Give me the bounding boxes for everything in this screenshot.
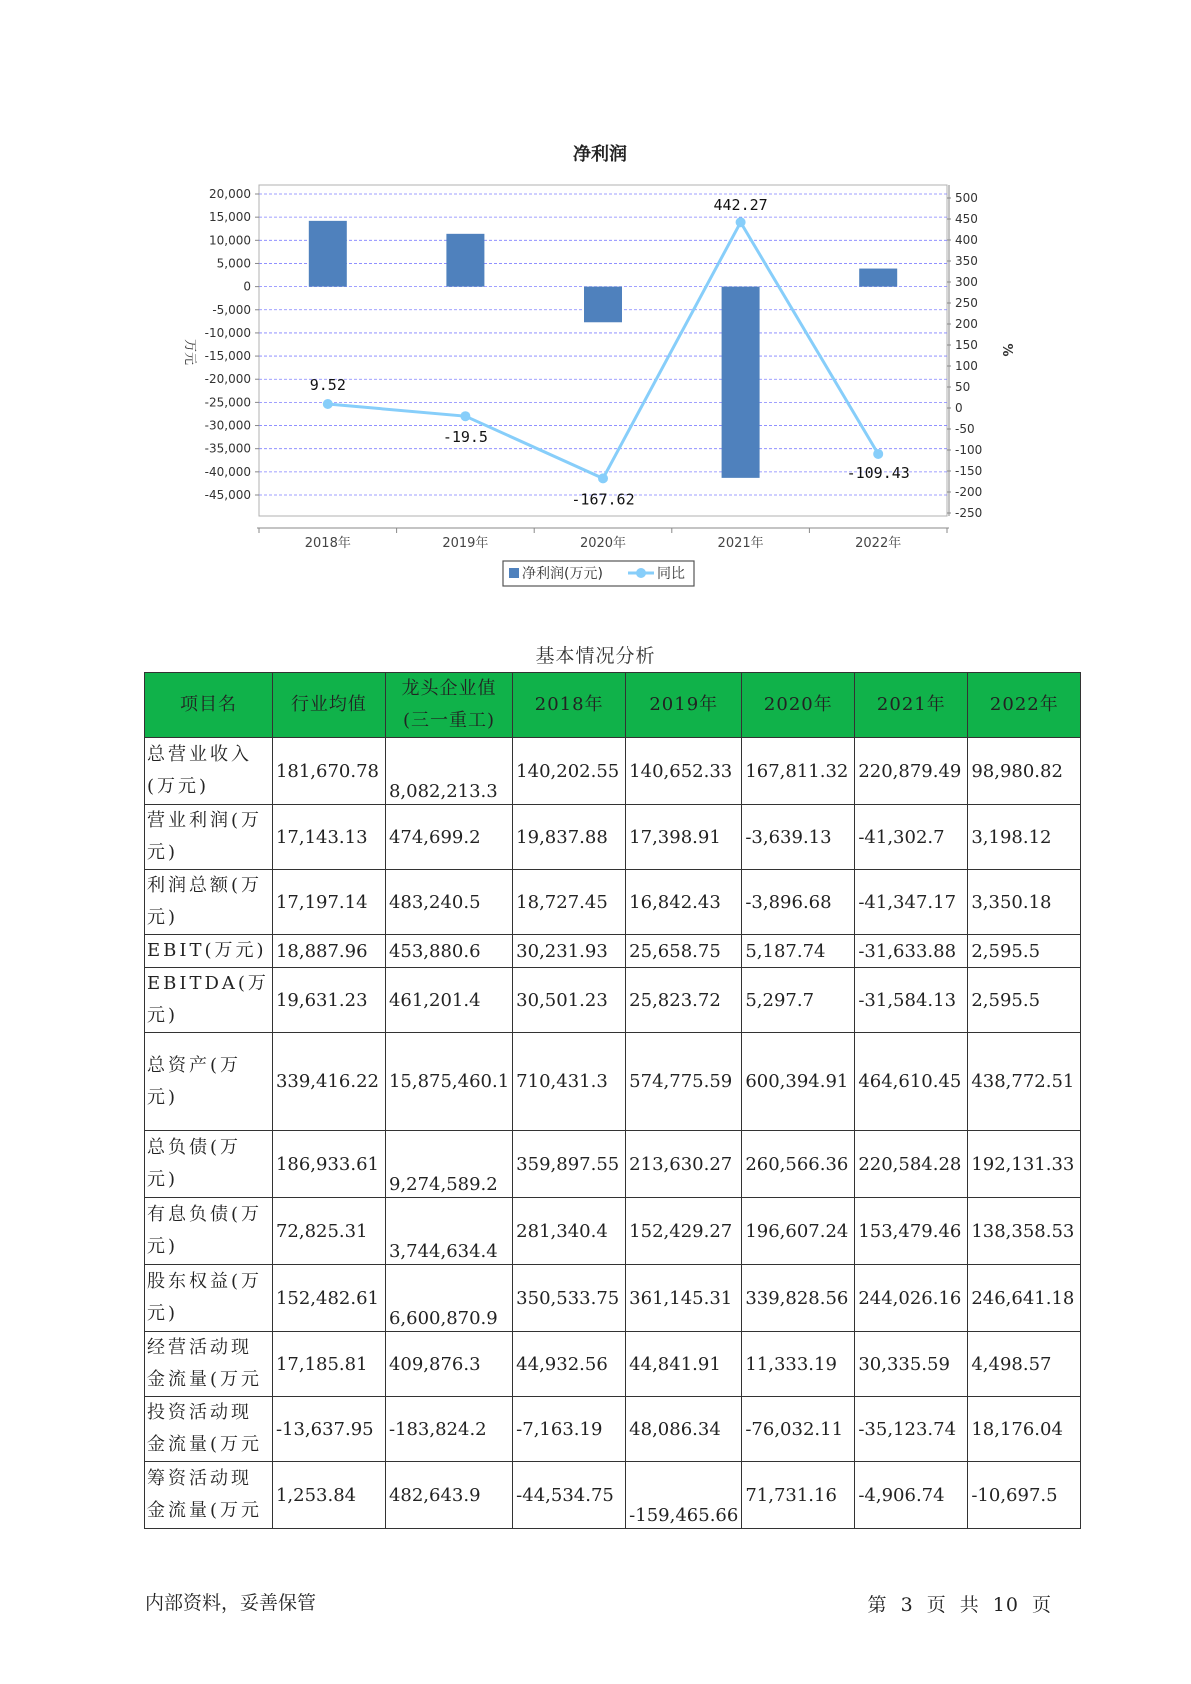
table-cell: -31,584.13 [855, 968, 968, 1033]
net-profit-bar [859, 269, 897, 287]
table-cell: 196,607.24 [742, 1198, 855, 1265]
table-cell: -183,824.2 [385, 1397, 512, 1462]
row-label: 总负债(万元) [145, 1131, 273, 1198]
right-tick-label: 400 [955, 233, 978, 247]
table-cell: 3,198.12 [968, 805, 1081, 870]
row-label: 投资活动现金流量(万元 [145, 1397, 273, 1462]
left-tick-label: -45,000 [204, 488, 251, 502]
table-cell: -41,347.17 [855, 870, 968, 935]
table-cell: 359,897.55 [513, 1131, 626, 1198]
table-row [145, 738, 1081, 805]
table-cell: 4,498.57 [968, 1332, 1081, 1397]
left-tick-label: 5,000 [216, 256, 251, 271]
table-cell: 71,731.16 [742, 1462, 855, 1529]
plot-frame [259, 185, 947, 516]
table-cell: 710,431.3 [513, 1033, 626, 1131]
left-tick-label: -5,000 [212, 302, 251, 317]
table-cell: 6,600,870.9 [385, 1265, 512, 1332]
table-cell: -159,465.66 [626, 1462, 742, 1529]
left-tick-label: 20,000 [209, 187, 251, 201]
row-label: 总营业收入(万元) [145, 738, 273, 805]
row-label: EBIT(万元) [145, 935, 273, 968]
col-header: 2019年 [626, 673, 742, 738]
col-header: 项目名 [145, 673, 273, 738]
yoy-data-label: -167.62 [571, 490, 635, 509]
table-cell: 17,185.81 [272, 1332, 385, 1397]
yoy-data-label: -109.43 [846, 463, 910, 482]
table-cell: -41,302.7 [855, 805, 968, 870]
col-header: 行业均值 [272, 673, 385, 738]
x-tick-label: 2019年 [442, 536, 489, 551]
yoy-data-label: 9.52 [309, 376, 346, 395]
table-cell: 48,086.34 [626, 1397, 742, 1462]
col-header: 2022年 [968, 673, 1081, 738]
right-tick-label: 0 [955, 401, 963, 415]
table-cell: 482,643.9 [385, 1462, 512, 1529]
table-cell: 153,479.46 [855, 1198, 968, 1265]
x-tick-label: 2022年 [855, 536, 902, 551]
table-row [145, 935, 1081, 968]
right-tick-label: 100 [955, 359, 978, 373]
right-tick-label: -200 [955, 485, 983, 499]
table-cell: 350,533.75 [513, 1265, 626, 1332]
table-cell: 186,933.61 [272, 1131, 385, 1198]
table-cell: 260,566.36 [742, 1131, 855, 1198]
table-cell: -76,032.11 [742, 1397, 855, 1462]
table-cell: 18,727.45 [513, 870, 626, 935]
left-tick-label: -40,000 [204, 464, 251, 479]
table-cell: 181,670.78 [272, 738, 385, 805]
row-label: 筹资活动现金流量(万元 [145, 1462, 273, 1529]
row-label: 股东权益(万元) [145, 1265, 273, 1332]
x-tick-label: 2021年 [717, 536, 764, 551]
table-cell: 19,631.23 [272, 968, 385, 1033]
net-profit-bar [446, 234, 484, 287]
table-cell: 17,197.14 [272, 870, 385, 935]
table-cell: 409,876.3 [385, 1332, 512, 1397]
table-cell: 25,823.72 [626, 968, 742, 1033]
table-row [145, 870, 1081, 935]
table-cell: -3,896.68 [742, 870, 855, 935]
right-tick-label: 200 [955, 317, 978, 331]
right-tick-label: -50 [955, 422, 975, 436]
table-cell: -3,639.13 [742, 805, 855, 870]
table-cell: -13,637.95 [272, 1397, 385, 1462]
table-cell: 220,584.28 [855, 1131, 968, 1198]
table-cell: 281,340.4 [513, 1198, 626, 1265]
table-cell: -44,534.75 [513, 1462, 626, 1529]
table-cell: 16,842.43 [626, 870, 742, 935]
chart-title: 净利润 [573, 144, 627, 165]
yoy-line [328, 222, 878, 478]
right-tick-label: 450 [955, 212, 978, 226]
table-cell: 30,335.59 [855, 1332, 968, 1397]
table-cell: 152,429.27 [626, 1198, 742, 1265]
row-label: 经营活动现金流量(万元 [145, 1332, 273, 1397]
net-profit-bar [722, 287, 760, 478]
footer-confidential-note: 内部资料，妥善保管 [145, 1592, 317, 1614]
table-cell: 192,131.33 [968, 1131, 1081, 1198]
table-row [145, 1397, 1081, 1462]
row-label: 营业利润(万元) [145, 805, 273, 870]
table-cell: 152,482.61 [272, 1265, 385, 1332]
legend-line-marker [636, 568, 646, 578]
table-cell: 17,398.91 [626, 805, 742, 870]
table-cell: 5,187.74 [742, 935, 855, 968]
table-cell: 474,699.2 [385, 805, 512, 870]
table-cell: 339,416.22 [272, 1033, 385, 1131]
table-cell: 30,231.93 [513, 935, 626, 968]
left-tick-label: 0 [243, 279, 251, 294]
right-tick-label: -150 [955, 464, 983, 478]
row-label: 总资产(万元) [145, 1033, 273, 1131]
col-header: 龙头企业值(三一重工) [385, 673, 512, 738]
table-cell: 44,841.91 [626, 1332, 742, 1397]
right-tick-label: 300 [955, 275, 978, 289]
table-cell: 461,201.4 [385, 968, 512, 1033]
table-cell: 140,652.33 [626, 738, 742, 805]
left-tick-label: -35,000 [204, 441, 251, 456]
net-profit-chart [0, 0, 1191, 600]
table-row [145, 1131, 1081, 1198]
legend-bar-label: 净利润(万元) [522, 566, 603, 582]
right-tick-label: -250 [955, 506, 983, 520]
col-header: 2018年 [513, 673, 626, 738]
left-tick-label: -25,000 [204, 395, 251, 410]
table-cell: 167,811.32 [742, 738, 855, 805]
table-cell: 8,082,213.3 [385, 738, 512, 805]
legend-bar-swatch [509, 568, 519, 578]
table-cell: 220,879.49 [855, 738, 968, 805]
table-row [145, 1332, 1081, 1397]
left-axis-title: 万元 [182, 338, 197, 366]
row-label: EBITDA(万元) [145, 968, 273, 1033]
table-cell: -31,633.88 [855, 935, 968, 968]
right-tick-label: -100 [955, 443, 983, 457]
table-cell: 600,394.91 [742, 1033, 855, 1131]
table-cell: -10,697.5 [968, 1462, 1081, 1529]
table-cell: 361,145.31 [626, 1265, 742, 1332]
table-cell: 138,358.53 [968, 1198, 1081, 1265]
yoy-data-label: 442.27 [713, 196, 768, 215]
right-tick-label: 500 [955, 191, 978, 205]
net-profit-bar [584, 287, 622, 323]
table-cell: -4,906.74 [855, 1462, 968, 1529]
left-tick-label: -30,000 [204, 418, 251, 433]
table-cell: 19,837.88 [513, 805, 626, 870]
table-cell: 18,176.04 [968, 1397, 1081, 1462]
x-tick-label: 2020年 [579, 536, 627, 551]
table-cell: 25,658.75 [626, 935, 742, 968]
right-tick-label: 50 [955, 380, 971, 394]
right-tick-label: 350 [955, 254, 978, 268]
yoy-point [736, 217, 746, 227]
table-cell: 1,253.84 [272, 1462, 385, 1529]
row-label: 利润总额(万元) [145, 870, 273, 935]
left-tick-label: 15,000 [209, 210, 251, 225]
table-cell: -35,123.74 [855, 1397, 968, 1462]
col-header: 2020年 [742, 673, 855, 738]
col-header: 2021年 [855, 673, 968, 738]
table-row [145, 1198, 1081, 1265]
legend-line-label: 同比 [657, 566, 685, 582]
table-cell: 574,775.59 [626, 1033, 742, 1131]
row-label: 有息负债(万元) [145, 1198, 273, 1265]
table-row [145, 1265, 1081, 1332]
table-cell: 98,980.82 [968, 738, 1081, 805]
table-cell: 3,350.18 [968, 870, 1081, 935]
left-tick-label: -20,000 [204, 372, 251, 387]
table-cell: 3,744,634.4 [385, 1198, 512, 1265]
yoy-point [598, 473, 608, 483]
table-cell: 2,595.5 [968, 935, 1081, 968]
table-row [145, 1033, 1081, 1131]
table-cell: 453,880.6 [385, 935, 512, 968]
yoy-point [460, 411, 470, 421]
right-tick-label: 150 [955, 338, 978, 352]
footer-page-number: 第 3 页 共 10 页 [867, 1594, 1052, 1616]
table-cell: 9,274,589.2 [385, 1131, 512, 1198]
table-cell: 483,240.5 [385, 870, 512, 935]
table-cell: 213,630.27 [626, 1131, 742, 1198]
table-header-row [145, 673, 1081, 738]
table-cell: 438,772.51 [968, 1033, 1081, 1131]
table-cell: 17,143.13 [272, 805, 385, 870]
table-cell: 72,825.31 [272, 1198, 385, 1265]
right-axis-title: % [999, 343, 1014, 357]
table-cell: 464,610.45 [855, 1033, 968, 1131]
table-cell: 2,595.5 [968, 968, 1081, 1033]
left-tick-label: 10,000 [209, 233, 251, 248]
left-tick-label: -15,000 [204, 349, 251, 364]
table-cell: 246,641.18 [968, 1265, 1081, 1332]
basic-analysis-table [144, 672, 1081, 1529]
table-cell: 11,333.19 [742, 1332, 855, 1397]
x-tick-label: 2018年 [304, 536, 351, 551]
yoy-point [873, 449, 883, 459]
table-cell: 5,297.7 [742, 968, 855, 1033]
left-tick-label: -10,000 [204, 325, 251, 340]
table-cell: 339,828.56 [742, 1265, 855, 1332]
table-cell: 15,875,460.1 [385, 1033, 512, 1131]
table-title: 基本情况分析 [535, 645, 656, 667]
table-row [145, 1462, 1081, 1529]
table-cell: 30,501.23 [513, 968, 626, 1033]
table-cell: -7,163.19 [513, 1397, 626, 1462]
table-cell: 140,202.55 [513, 738, 626, 805]
right-tick-label: 250 [955, 296, 978, 310]
table-row [145, 968, 1081, 1033]
yoy-point [323, 399, 333, 409]
table-cell: 244,026.16 [855, 1265, 968, 1332]
net-profit-bar [309, 221, 347, 287]
yoy-data-label: -19.5 [442, 428, 488, 447]
table-cell: 18,887.96 [272, 935, 385, 968]
table-row [145, 805, 1081, 870]
table-cell: 44,932.56 [513, 1332, 626, 1397]
